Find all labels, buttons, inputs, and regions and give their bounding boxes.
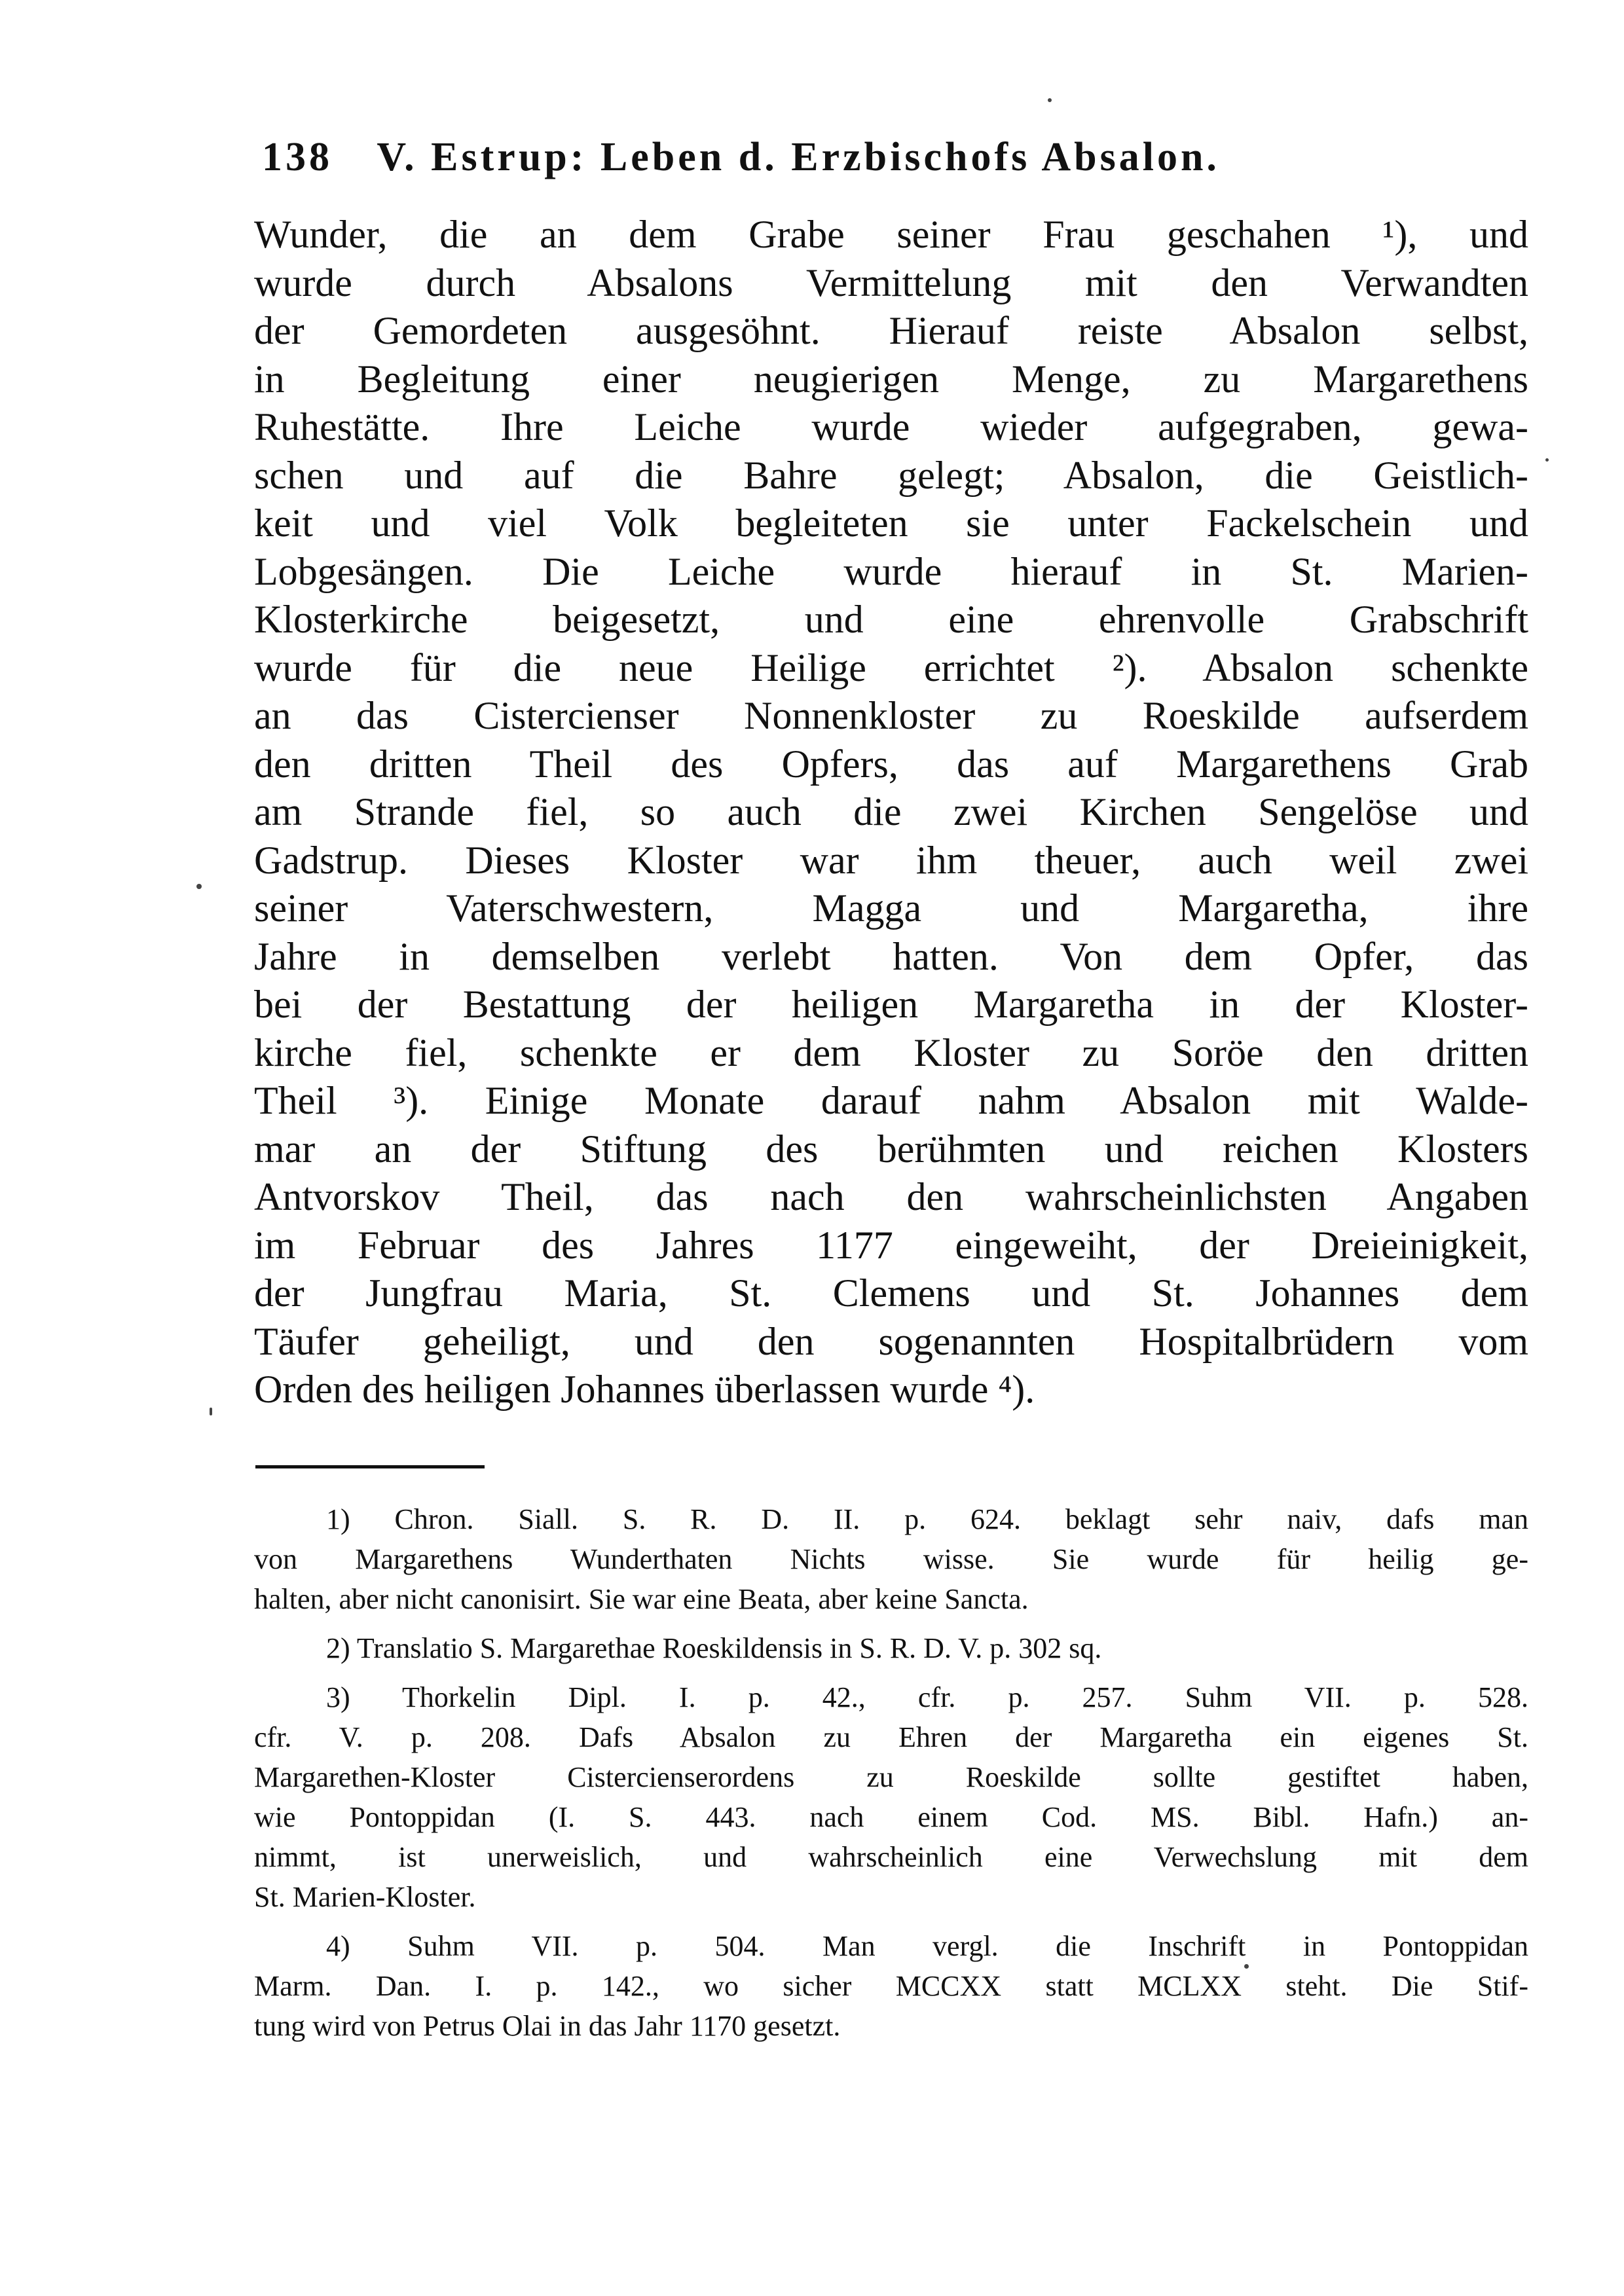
text-line: in Begleitung einer neugierigen Menge, zu Margarethens: [254, 357, 1528, 401]
text-line: der Jungfrau Maria, St. Clemens und St. Johannes dem: [254, 1271, 1528, 1315]
running-title: V. Estrup: Leben d. Erzbischofs Absalon.: [377, 135, 1220, 179]
footnote-line: 2) Translatio S. Margarethae Roeskildensis in S. R. D. V. p. 302 sq.: [326, 1632, 1102, 1664]
text-line: schen und auf die Bahre gelegt; Absalon, die Geistlich-: [254, 453, 1528, 497]
footnote-line: cfr. V. p. 208. Dafs Absalon zu Ehren der Margaretha ein eigenes St.: [254, 1721, 1528, 1753]
scan-speck: [196, 884, 202, 889]
footnote-line: nimmt, ist unerweislich, und wahrscheinlich eine Verwechslung mit dem: [254, 1841, 1528, 1873]
footnote-line: wie Pontoppidan (I. S. 443. nach einem Cod. MS. Bibl. Hafn.) an-: [254, 1801, 1528, 1833]
footnote-line: St. Marien-Kloster.: [254, 1881, 476, 1913]
text-line: wurde durch Absalons Vermittelung mit den Verwandten: [254, 261, 1528, 304]
scan-speck: [1244, 1964, 1249, 1969]
footnote-line: 4) Suhm VII. p. 504. Man vergl. die Inschrift in Pontoppidan: [326, 1930, 1528, 1962]
text-line: seiner Vaterschwestern, Magga und Margaretha, ihre: [254, 886, 1528, 930]
text-line: den dritten Theil des Opfers, das auf Margarethens Grab: [254, 742, 1528, 786]
text-line: keit und viel Volk begleiteten sie unter Fackelschein und: [254, 501, 1528, 545]
text-line: Gadstrup. Dieses Kloster war ihm theuer, auch weil zwei: [254, 838, 1528, 882]
text-line: am Strande fiel, so auch die zwei Kirchen Sengelöse und: [254, 790, 1528, 833]
text-line: Täufer geheiligt, und den sogenannten Hospitalbrüdern vom: [254, 1319, 1528, 1363]
scan-speck: [1048, 98, 1052, 102]
footnote-line: 3) Thorkelin Dipl. I. p. 42., cfr. p. 257. Suhm VII. p. 528.: [326, 1681, 1528, 1713]
footnote-line: von Margarethens Wunderthaten Nichts wisse. Sie wurde für heilig ge-: [254, 1543, 1528, 1575]
footnotes: [254, 1499, 1528, 2046]
text-line: Theil ³). Einige Monate darauf nahm Absalon mit Walde-: [254, 1079, 1528, 1122]
text-line: Orden des heiligen Johannes überlassen wurde ⁴).: [254, 1368, 1035, 1411]
text-line: Klosterkirche beigesetzt, und eine ehrenvolle Grabschrift: [254, 598, 1528, 641]
scan-speck: [1545, 458, 1549, 462]
text-line: im Februar des Jahres 1177 eingeweiht, der Dreieinigkeit,: [254, 1223, 1528, 1267]
footnote-line: Margarethen-Kloster Cistercienserordens zu Roeskilde sollte gestiftet haben,: [254, 1761, 1528, 1793]
page-number: 138: [262, 135, 333, 179]
scan-speck: [210, 1408, 212, 1415]
footnote-rule: [255, 1465, 485, 1468]
footnote-line: tung wird von Petrus Olai in das Jahr 1170 gesetzt.: [254, 2010, 841, 2042]
text-line: wurde für die neue Heilige errichtet ²). Absalon schenkte: [254, 646, 1528, 689]
text-line: kirche fiel, schenkte er dem Kloster zu Soröe den dritten: [254, 1030, 1528, 1074]
text-line: der Gemordeten ausgesöhnt. Hierauf reiste Absalon selbst,: [254, 309, 1528, 352]
text-line: Wunder, die an dem Grabe seiner Frau geschahen ¹), und: [254, 213, 1528, 256]
footnote-line: 1) Chron. Siall. S. R. D. II. p. 624. beklagt sehr naiv, dafs man: [326, 1503, 1528, 1535]
text-line: Ruhestätte. Ihre Leiche wurde wieder aufgegraben, gewa-: [254, 405, 1528, 448]
running-header: [262, 134, 1539, 193]
text-line: Antvorskov Theil, das nach den wahrscheinlichsten Angaben: [254, 1175, 1528, 1218]
text-line: mar an der Stiftung des berühmten und reichen Klosters: [254, 1127, 1528, 1171]
text-line: an das Cistercienser Nonnenkloster zu Roeskilde aufserdem: [254, 694, 1528, 737]
text-line: bei der Bestattung der heiligen Margaretha in der Kloster-: [254, 983, 1528, 1026]
text-line: Lobgesängen. Die Leiche wurde hierauf in St. Marien-: [254, 549, 1528, 593]
text-line: Jahre in demselben verlebt hatten. Von dem Opfer, das: [254, 934, 1528, 978]
footnote-line: halten, aber nicht canonisirt. Sie war eine Beata, aber keine Sancta.: [254, 1583, 1029, 1615]
main-text: [254, 211, 1528, 1414]
footnote-line: Marm. Dan. I. p. 142., wo sicher MCCXX statt MCLXX steht. Die Stif-: [254, 1970, 1528, 2002]
